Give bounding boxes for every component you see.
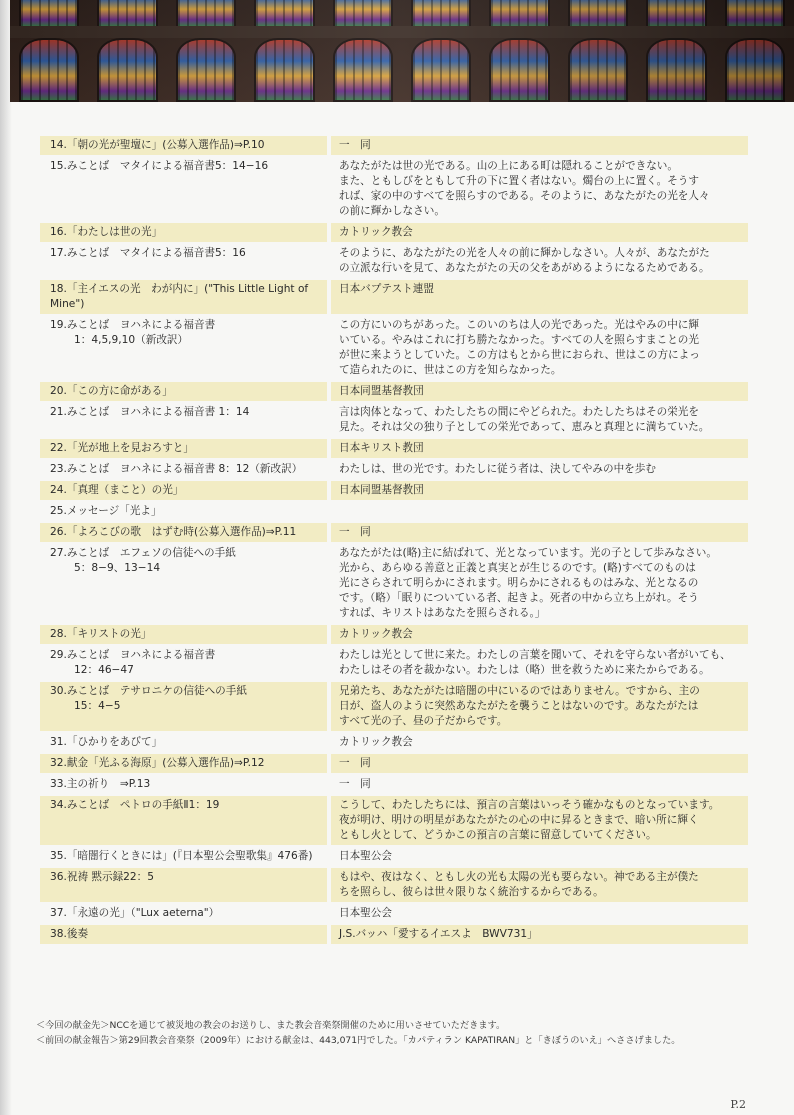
item-detail-text: そのように、あなたがたの光を人々の前に輝かしなさい。人々が、あなたがた: [339, 247, 710, 259]
item-detail-text: 兄弟たち、あなたがたは暗闇の中にいるのではありません。ですから、主の: [339, 685, 700, 697]
item-detail-text: カトリック教会: [339, 628, 413, 640]
item-title-text: 27.みことば エフェソの信徒への手紙: [50, 547, 236, 559]
item-title-text: 18.「主イエスの光 わが内に」("This Little Light of Mine"): [50, 283, 309, 310]
item-title-text: 22.「光が地上を見おろすと」: [50, 442, 194, 454]
program-item-27: [40, 544, 748, 623]
item-reference-text: 15：4−5: [74, 700, 121, 712]
footnote-previous-offering-report: ＜前回の献金報告＞第29回教会音楽祭（2009年）における献金は、443,071円でした。「カパティラン KAPATIRAN」と「きぼうのいえ」へささげました。: [36, 1035, 681, 1046]
item-reference-text: 5：8−9、13−14: [74, 562, 161, 574]
program-item-detail: [331, 460, 748, 479]
item-reference-text: 12：46−47: [74, 664, 134, 676]
program-item-detail: [331, 847, 748, 866]
program-item-22: [40, 439, 748, 458]
page-number: P.2: [730, 1098, 746, 1111]
item-detail-text: 日本聖公会: [339, 907, 392, 919]
program-item-detail: [331, 904, 748, 923]
program-item-detail: [331, 775, 748, 794]
item-detail-text: わたしは光として世に来た。わたしの言葉を聞いて、それを守らない者がいても、: [339, 649, 731, 661]
program-item-detail: [331, 316, 748, 380]
program-item-detail: [331, 403, 748, 437]
item-detail-text: ちを照らし、彼らは世々限りなく統治するからである。: [339, 886, 604, 898]
item-title-text: 21.みことば ヨハネによる福音書 1：14: [50, 406, 250, 418]
item-detail-text: ともし火として、どうかこの預言の言葉に留意していてください。: [339, 829, 657, 841]
program-item-title: [40, 136, 327, 155]
program-item-detail: [331, 244, 748, 278]
program-item-title: [40, 646, 327, 680]
item-detail-text: 言は肉体となって、わたしたちの間にやどられた。わたしたちはその栄光を: [339, 406, 699, 418]
item-title-text: 23.みことば ヨハネによる福音書 8：12（新改訳）: [50, 463, 303, 475]
item-detail-text: また、ともしびをともして升の下に置く者はない。燭台の上に置く。そうす: [339, 175, 699, 187]
program-item-title: [40, 439, 327, 458]
item-detail-text: 光にさらされて明らかにされます。明らかにされるものはみな、光となるの: [339, 577, 699, 589]
program-item-detail: [331, 157, 748, 221]
item-reference-text: 1：4,5,9,10（新改訳）: [74, 334, 189, 346]
program-item-35: [40, 847, 748, 866]
item-title-text: 36.祝祷 黙示録22：5: [50, 871, 154, 883]
program-item-16: [40, 223, 748, 242]
program-item-detail: [331, 439, 748, 458]
footnotes: [36, 1018, 766, 1048]
item-title-text: 33.主の祈り ⇒P.13: [50, 778, 151, 790]
program-item-28: [40, 625, 748, 644]
program-item-21: [40, 403, 748, 437]
program-item-32: [40, 754, 748, 773]
program-item-detail: [331, 523, 748, 542]
item-detail-text: [339, 504, 742, 519]
item-detail-text: カトリック教会: [339, 736, 413, 748]
item-detail-text: カトリック教会: [339, 226, 413, 238]
item-title-text: 26.「よろこびの歌 はずむ時(公募入選作品)⇒P.11: [50, 526, 297, 538]
item-detail-text: いている。やみはこれに打ち勝たなかった。すべての人を照らすまことの光: [339, 334, 699, 346]
program-item-detail: [331, 136, 748, 155]
item-title-text: 19.みことば ヨハネによる福音書: [50, 319, 216, 331]
program-item-18: [40, 280, 748, 314]
program-list: [40, 136, 748, 946]
item-detail-text: あなたがたは世の光である。山の上にある町は隠れることができない。: [339, 160, 678, 172]
program-item-34: [40, 796, 748, 845]
footnote-offering-destination: ＜今回の献金先＞NCCを通じて被災地の教会のお送りし、また教会音楽祭開催のために用いさせていただきます。: [36, 1020, 506, 1031]
item-title-text: 24.「真理（まこと）の光」: [50, 484, 184, 496]
program-item-title: [40, 544, 327, 623]
item-detail-text: あなたがたは(略)主に結ばれて、光となっています。光の子として歩みなさい。: [339, 547, 717, 559]
item-detail-text: わたしはその者を裁かない。わたしは（略）世を救うために来たからである。: [339, 664, 710, 676]
program-item-detail: [331, 544, 748, 623]
program-item-title: [40, 481, 327, 500]
item-detail-text: 光から、あらゆる善意と正義と真実とが生じるのです。(略)すべてのものは: [339, 562, 696, 574]
item-detail-text: です。（略）「眠りについている者、起きよ。死者の中から立ち上がれ。そう: [339, 592, 699, 604]
page-edge-shadow: [0, 0, 12, 1115]
program-item-title: [40, 223, 327, 242]
item-detail-text: が世に来ようとしていた。この方はもとから世におられ、世はこの方によっ: [339, 349, 700, 361]
item-detail-text: 日が、盗人のように突然あなたがたを襲うことはないのです。あなたがたは: [339, 700, 699, 712]
item-detail-text: れば、家の中のすべてを照らすのである。そのように、あなたがたの光を人々: [339, 190, 710, 202]
program-item-title: [40, 625, 327, 644]
program-item-title: [40, 925, 327, 944]
program-item-title: [40, 382, 327, 401]
item-title-text: 34.みことば ペトロの手紙Ⅱ1：19: [50, 799, 220, 811]
program-item-36: [40, 868, 748, 902]
item-detail-text: 日本聖公会: [339, 850, 392, 862]
program-item-29: [40, 646, 748, 680]
program-item-detail: [331, 382, 748, 401]
item-title-text: 30.みことば テサロニケの信徒への手紙: [50, 685, 247, 697]
program-item-title: [40, 523, 327, 542]
item-detail-text: 日本バプテスト連盟: [339, 283, 434, 295]
program-item-detail: [331, 925, 748, 944]
item-title-text: 37.「永遠の光」（"Lux aeterna"）: [50, 907, 220, 919]
item-title-text: 38.後奏: [50, 928, 89, 940]
item-detail-text: 夜が明け、明けの明星があなたがたの心の中に昇るときまで、暗い所に輝く: [339, 814, 699, 826]
program-item-title: [40, 754, 327, 773]
program-item-title: [40, 403, 327, 437]
item-detail-text: すれば、キリストはあなたを照らされる。」: [339, 607, 546, 619]
program-item-17: [40, 244, 748, 278]
program-item-title: [40, 868, 327, 902]
item-title-text: 15.みことば マタイによる福音書5：14−16: [50, 160, 269, 172]
program-item-detail: [331, 682, 748, 731]
item-title-text: 29.みことば ヨハネによる福音書: [50, 649, 216, 661]
program-item-19: [40, 316, 748, 380]
program-item-37: [40, 904, 748, 923]
stained-glass-banner: [10, 0, 794, 102]
program-item-title: [40, 904, 327, 923]
program-item-title: [40, 847, 327, 866]
program-item-detail: [331, 796, 748, 845]
item-title-text: 20.「この方に命がある」: [50, 385, 173, 397]
program-item-33: [40, 775, 748, 794]
program-item-15: [40, 157, 748, 221]
item-detail-text: 見た。それは父の独り子としての栄光であって、恵みと真理とに満ちていた。: [339, 421, 710, 433]
item-detail-text: 一 同: [339, 526, 371, 538]
program-item-title: [40, 316, 327, 380]
program-item-title: [40, 280, 327, 314]
program-item-detail: [331, 280, 748, 314]
item-detail-text: 日本同盟基督教団: [339, 484, 424, 496]
item-detail-text: て造られたのに、世はこの方を知らなかった。: [339, 364, 562, 376]
item-title-text: 25.メッセージ「光よ」: [50, 505, 162, 517]
program-item-detail: [331, 223, 748, 242]
program-item-detail: [331, 868, 748, 902]
item-title-text: 16.「わたしは世の光」: [50, 226, 163, 238]
item-detail-text: すべて光の子、昼の子だからです。: [339, 715, 508, 727]
program-item-26: [40, 523, 748, 542]
item-title-text: 35.「暗闇行くときには」(『日本聖公会聖歌集』476番): [50, 850, 313, 862]
item-detail-text: 日本同盟基督教団: [339, 385, 424, 397]
program-item-title: [40, 460, 327, 479]
program-item-detail: [331, 481, 748, 500]
item-detail-text: の前に輝かしなさい。: [339, 205, 445, 217]
program-item-title: [40, 682, 327, 731]
item-detail-text: J.S.バッハ「愛するイエスよ BWV731」: [339, 928, 538, 940]
program-item-title: [40, 244, 327, 278]
item-detail-text: この方にいのちがあった。このいのちは人の光であった。光はやみの中に輝: [339, 319, 699, 331]
program-item-title: [40, 157, 327, 221]
item-detail-text: 一 同: [339, 778, 371, 790]
item-title-text: 32.献金「光ふる海原」(公募入選作品)⇒P.12: [50, 757, 265, 769]
item-detail-text: わたしは、世の光です。わたしに従う者は、決してやみの中を歩む: [339, 463, 656, 475]
program-item-detail: [331, 646, 748, 680]
program-item-title: [40, 502, 327, 521]
program-item-38: [40, 925, 748, 944]
program-item-detail: [331, 502, 748, 521]
program-item-detail: [331, 625, 748, 644]
program-item-14: [40, 136, 748, 155]
item-title-text: 31.「ひかりをあびて」: [50, 736, 163, 748]
program-item-24: [40, 481, 748, 500]
program-item-detail: [331, 754, 748, 773]
item-title-text: 14.「朝の光が聖壇に」(公募入選作品)⇒P.10: [50, 139, 265, 151]
program-item-30: [40, 682, 748, 731]
item-title-text: 28.「キリストの光」: [50, 628, 152, 640]
program-item-20: [40, 382, 748, 401]
item-detail-text: 一 同: [339, 757, 371, 769]
item-detail-text: の立派な行いを見て、あなたがたの天の父をあがめるようになるためである。: [339, 262, 710, 274]
item-detail-text: こうして、わたしたちには、預言の言葉はいっそう確かなものとなっています。: [339, 799, 720, 811]
program-item-31: [40, 733, 748, 752]
program-item-23: [40, 460, 748, 479]
item-detail-text: 一 同: [339, 139, 371, 151]
program-item-title: [40, 796, 327, 845]
program-item-title: [40, 775, 327, 794]
program-item-25: [40, 502, 748, 521]
item-detail-text: もはや、夜はなく、ともし火の光も太陽の光も要らない。神である主が僕た: [339, 871, 699, 883]
program-item-detail: [331, 733, 748, 752]
item-detail-text: 日本キリスト教団: [339, 442, 424, 454]
program-item-title: [40, 733, 327, 752]
item-title-text: 17.みことば マタイによる福音書5：16: [50, 247, 246, 259]
